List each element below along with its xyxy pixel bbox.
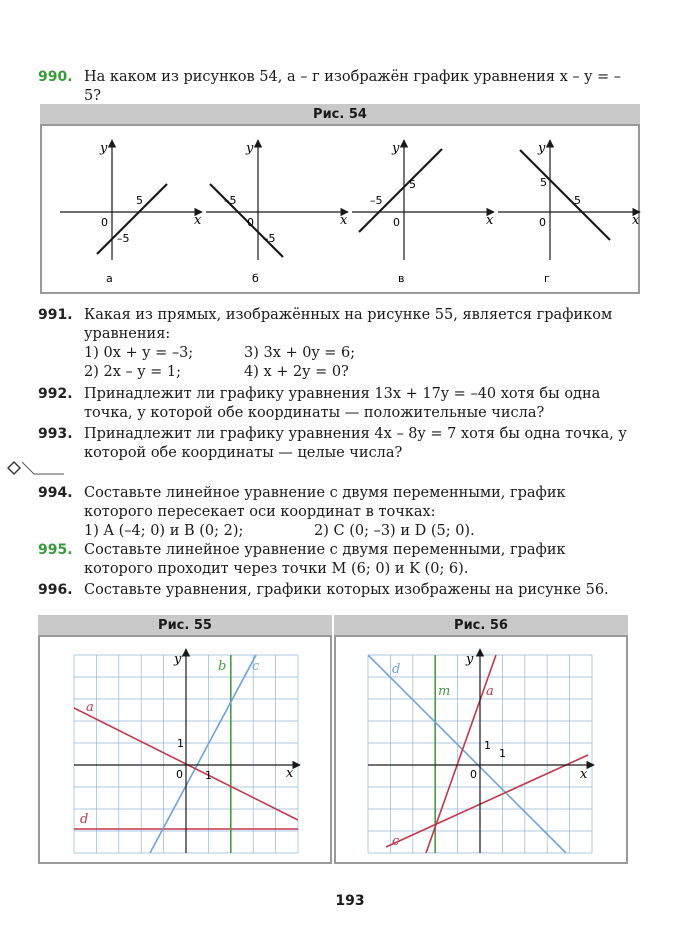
y-axis-label: y: [538, 141, 546, 156]
x-axis-label: x: [286, 766, 294, 781]
option: 1) A (–4; 0) и B (0; 2);: [84, 523, 244, 539]
fig54-title: Рис. 54: [40, 104, 640, 126]
tick-label: –5: [370, 194, 383, 207]
problem-994: [38, 484, 638, 541]
fig54-panel-a: [60, 140, 202, 285]
y-axis-label: y: [466, 652, 474, 667]
tick-label: –5: [117, 232, 130, 245]
diamond-separator-icon: [4, 458, 64, 478]
fig56-title: Рис. 56: [334, 615, 628, 637]
options-row: [84, 522, 638, 541]
option: 1) 0x + y = –3;: [84, 345, 194, 361]
line-label-c: c: [252, 659, 260, 674]
x-axis-label: x: [486, 213, 494, 228]
problem-number: 994.: [38, 485, 73, 501]
fig54-frame: [40, 126, 640, 294]
page-number: 193: [335, 893, 365, 909]
problem-996: [38, 581, 638, 600]
line-label-b: b: [218, 659, 227, 674]
problem-text: Принадлежит ли графику уравнения 13x + 17y = –40 хотя бы одна точка, у которой обе координаты — положительные числа?: [84, 386, 601, 421]
option: 2) 2x – y = 1;: [84, 364, 182, 380]
tick-label: 5: [540, 176, 547, 189]
problem-993: [38, 425, 638, 463]
tick-label: –5: [263, 232, 276, 245]
problem-number: 990.: [38, 69, 73, 85]
fig54-graphs: [42, 126, 638, 292]
fig54-panel-g: [498, 140, 640, 285]
problem-991: [38, 306, 638, 382]
x-axis-label: x: [340, 213, 348, 228]
line-label-c: c: [392, 834, 400, 849]
problem-text: Какая из прямых, изображённых на рисунке 55, является графиком уравнения:: [84, 307, 613, 342]
problem-number: 991.: [38, 307, 73, 323]
fig56-line-d: [368, 655, 566, 853]
origin-label: 0: [539, 216, 546, 229]
problem-number: 992.: [38, 386, 73, 402]
fig55-frame: [38, 637, 332, 864]
options-row: [84, 344, 638, 363]
x-axis-label: x: [632, 213, 640, 228]
y-axis-label: y: [392, 141, 400, 156]
problem-number: 993.: [38, 426, 73, 442]
y-axis-label: y: [100, 141, 108, 156]
panel-letter: а: [106, 272, 113, 285]
panel-letter: б: [252, 272, 259, 285]
fig54-panel-v: [352, 140, 494, 285]
unit-x-label: 1: [205, 769, 212, 782]
line-label-d: d: [392, 662, 401, 677]
problem-990: [38, 68, 638, 106]
unit-y-label: 1: [177, 737, 184, 750]
y-axis-label: y: [174, 652, 182, 667]
fig54-panel-b: [206, 140, 348, 285]
x-axis-label: x: [194, 213, 202, 228]
option: 4) x + 2y = 0?: [244, 364, 349, 380]
origin-label: 0: [393, 216, 400, 229]
problem-text: Составьте линейное уравнение с двумя переменными, график которого проходит через точки M (6; 0) и K (0; 6).: [84, 542, 566, 577]
line-label-m: m: [438, 684, 451, 699]
panel-letter: в: [398, 272, 405, 285]
problem-number: 995.: [38, 542, 73, 558]
fig55-title: Рис. 55: [38, 615, 332, 637]
fig56-graph: [336, 637, 626, 862]
x-axis-label: x: [580, 767, 588, 782]
origin-label: 0: [176, 768, 183, 781]
problem-992: [38, 385, 638, 423]
line-label-a: a: [86, 700, 94, 715]
unit-y-label: 1: [484, 739, 491, 752]
fig55-graph: [40, 637, 330, 862]
tick-label: –5: [224, 194, 237, 207]
line-label-a: a: [486, 684, 494, 699]
line-label-d: d: [80, 812, 89, 827]
origin-label: 0: [101, 216, 108, 229]
option: 3) 3x + 0y = 6;: [244, 345, 356, 361]
y-axis-label: y: [246, 141, 254, 156]
fig56-frame: [334, 637, 628, 864]
origin-label: 0: [470, 768, 477, 781]
tick-label: 5: [574, 194, 581, 207]
panel-letter: г: [544, 272, 550, 285]
tick-label: 5: [136, 194, 143, 207]
problem-995: [38, 541, 638, 579]
options-row: [84, 363, 638, 382]
option: 2) C (0; –3) и D (5; 0).: [314, 523, 475, 539]
origin-label: 0: [247, 216, 254, 229]
problem-text: Составьте уравнения, графики которых изображены на рисунке 56.: [84, 582, 609, 598]
problem-text: Принадлежит ли графику уравнения 4x – 8y = 7 хотя бы одна точка, у которой обе координаты — целые числа?: [84, 426, 627, 461]
problem-text: Составьте линейное уравнение с двумя переменными, график которого пересекает оси координат в точках:: [84, 485, 566, 520]
problem-text: На каком из рисунков 54, а – г изображён график уравнения x – y = –5?: [84, 69, 622, 104]
fig56-line-c: [386, 755, 588, 847]
tick-label: 5: [409, 178, 416, 191]
unit-x-label: 1: [499, 747, 506, 760]
problem-number: 996.: [38, 582, 73, 598]
